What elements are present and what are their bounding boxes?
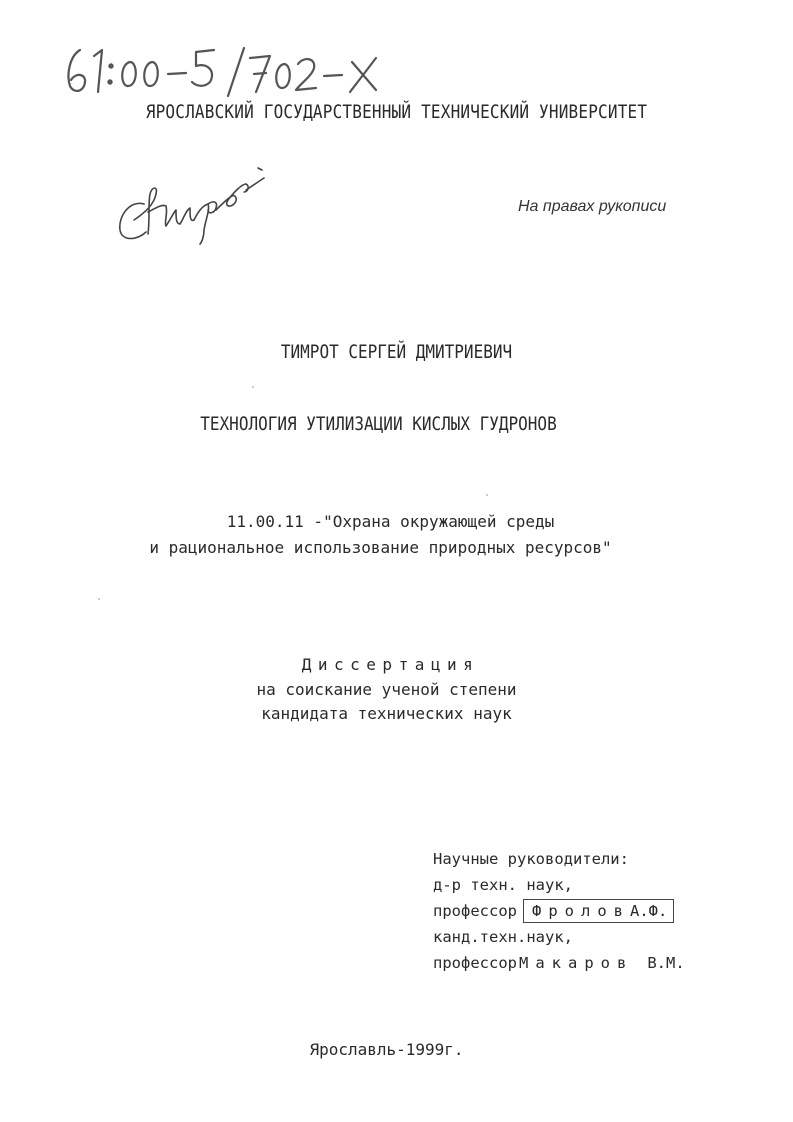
second-supervisor-initials: В.М. <box>647 954 685 972</box>
degree-line-1: на соискание ученой степени <box>256 680 517 699</box>
supervisors-block <box>433 846 685 976</box>
specialty-line-1: 11.00.11 -"Охрана окружающей среды <box>226 512 555 531</box>
first-supervisor-degree: д-р техн. наук, <box>433 876 573 894</box>
second-supervisor-degree: канд.техн.наук, <box>433 928 573 946</box>
thesis-title: ТЕХНОЛОГИЯ УТИЛИЗАЦИИ КИСЛЫХ ГУДРОНОВ <box>200 412 557 435</box>
author-name: ТИМРОТ СЕРГЕЙ ДМИТРИЕВИЧ <box>280 340 513 363</box>
first-supervisor-initials: А.Ф. <box>630 902 668 920</box>
second-supervisor-surname: Макаров <box>519 954 634 972</box>
scan-speck <box>98 598 100 600</box>
handwritten-call-number <box>58 42 398 102</box>
thesis-label: Диссертация <box>301 655 480 674</box>
scan-speck <box>252 386 254 388</box>
first-supervisor-surname: Фролов <box>532 902 630 920</box>
second-supervisor <box>433 950 685 976</box>
author-signature <box>112 160 282 250</box>
first-supervisor <box>433 898 685 924</box>
rights-note: На правах рукописи <box>518 198 667 215</box>
supervisors-heading: Научные руководители: <box>433 850 629 868</box>
degree-line-2: кандидата технических наук <box>261 704 512 723</box>
scan-speck <box>486 494 488 496</box>
place-and-year: Ярославль-1999г. <box>309 1040 464 1059</box>
specialty-line-2: и рациональное использование природных ресурсов" <box>149 538 612 557</box>
university-name: ЯРОСЛАВСКИЙ ГОСУДАРСТВЕННЫЙ ТЕХНИЧЕСКИЙ УНИВЕРСИТЕТ <box>145 100 648 123</box>
first-supervisor-name-box <box>523 899 674 923</box>
first-supervisor-role: профессор <box>433 902 517 920</box>
second-supervisor-role: профессор <box>433 954 517 972</box>
